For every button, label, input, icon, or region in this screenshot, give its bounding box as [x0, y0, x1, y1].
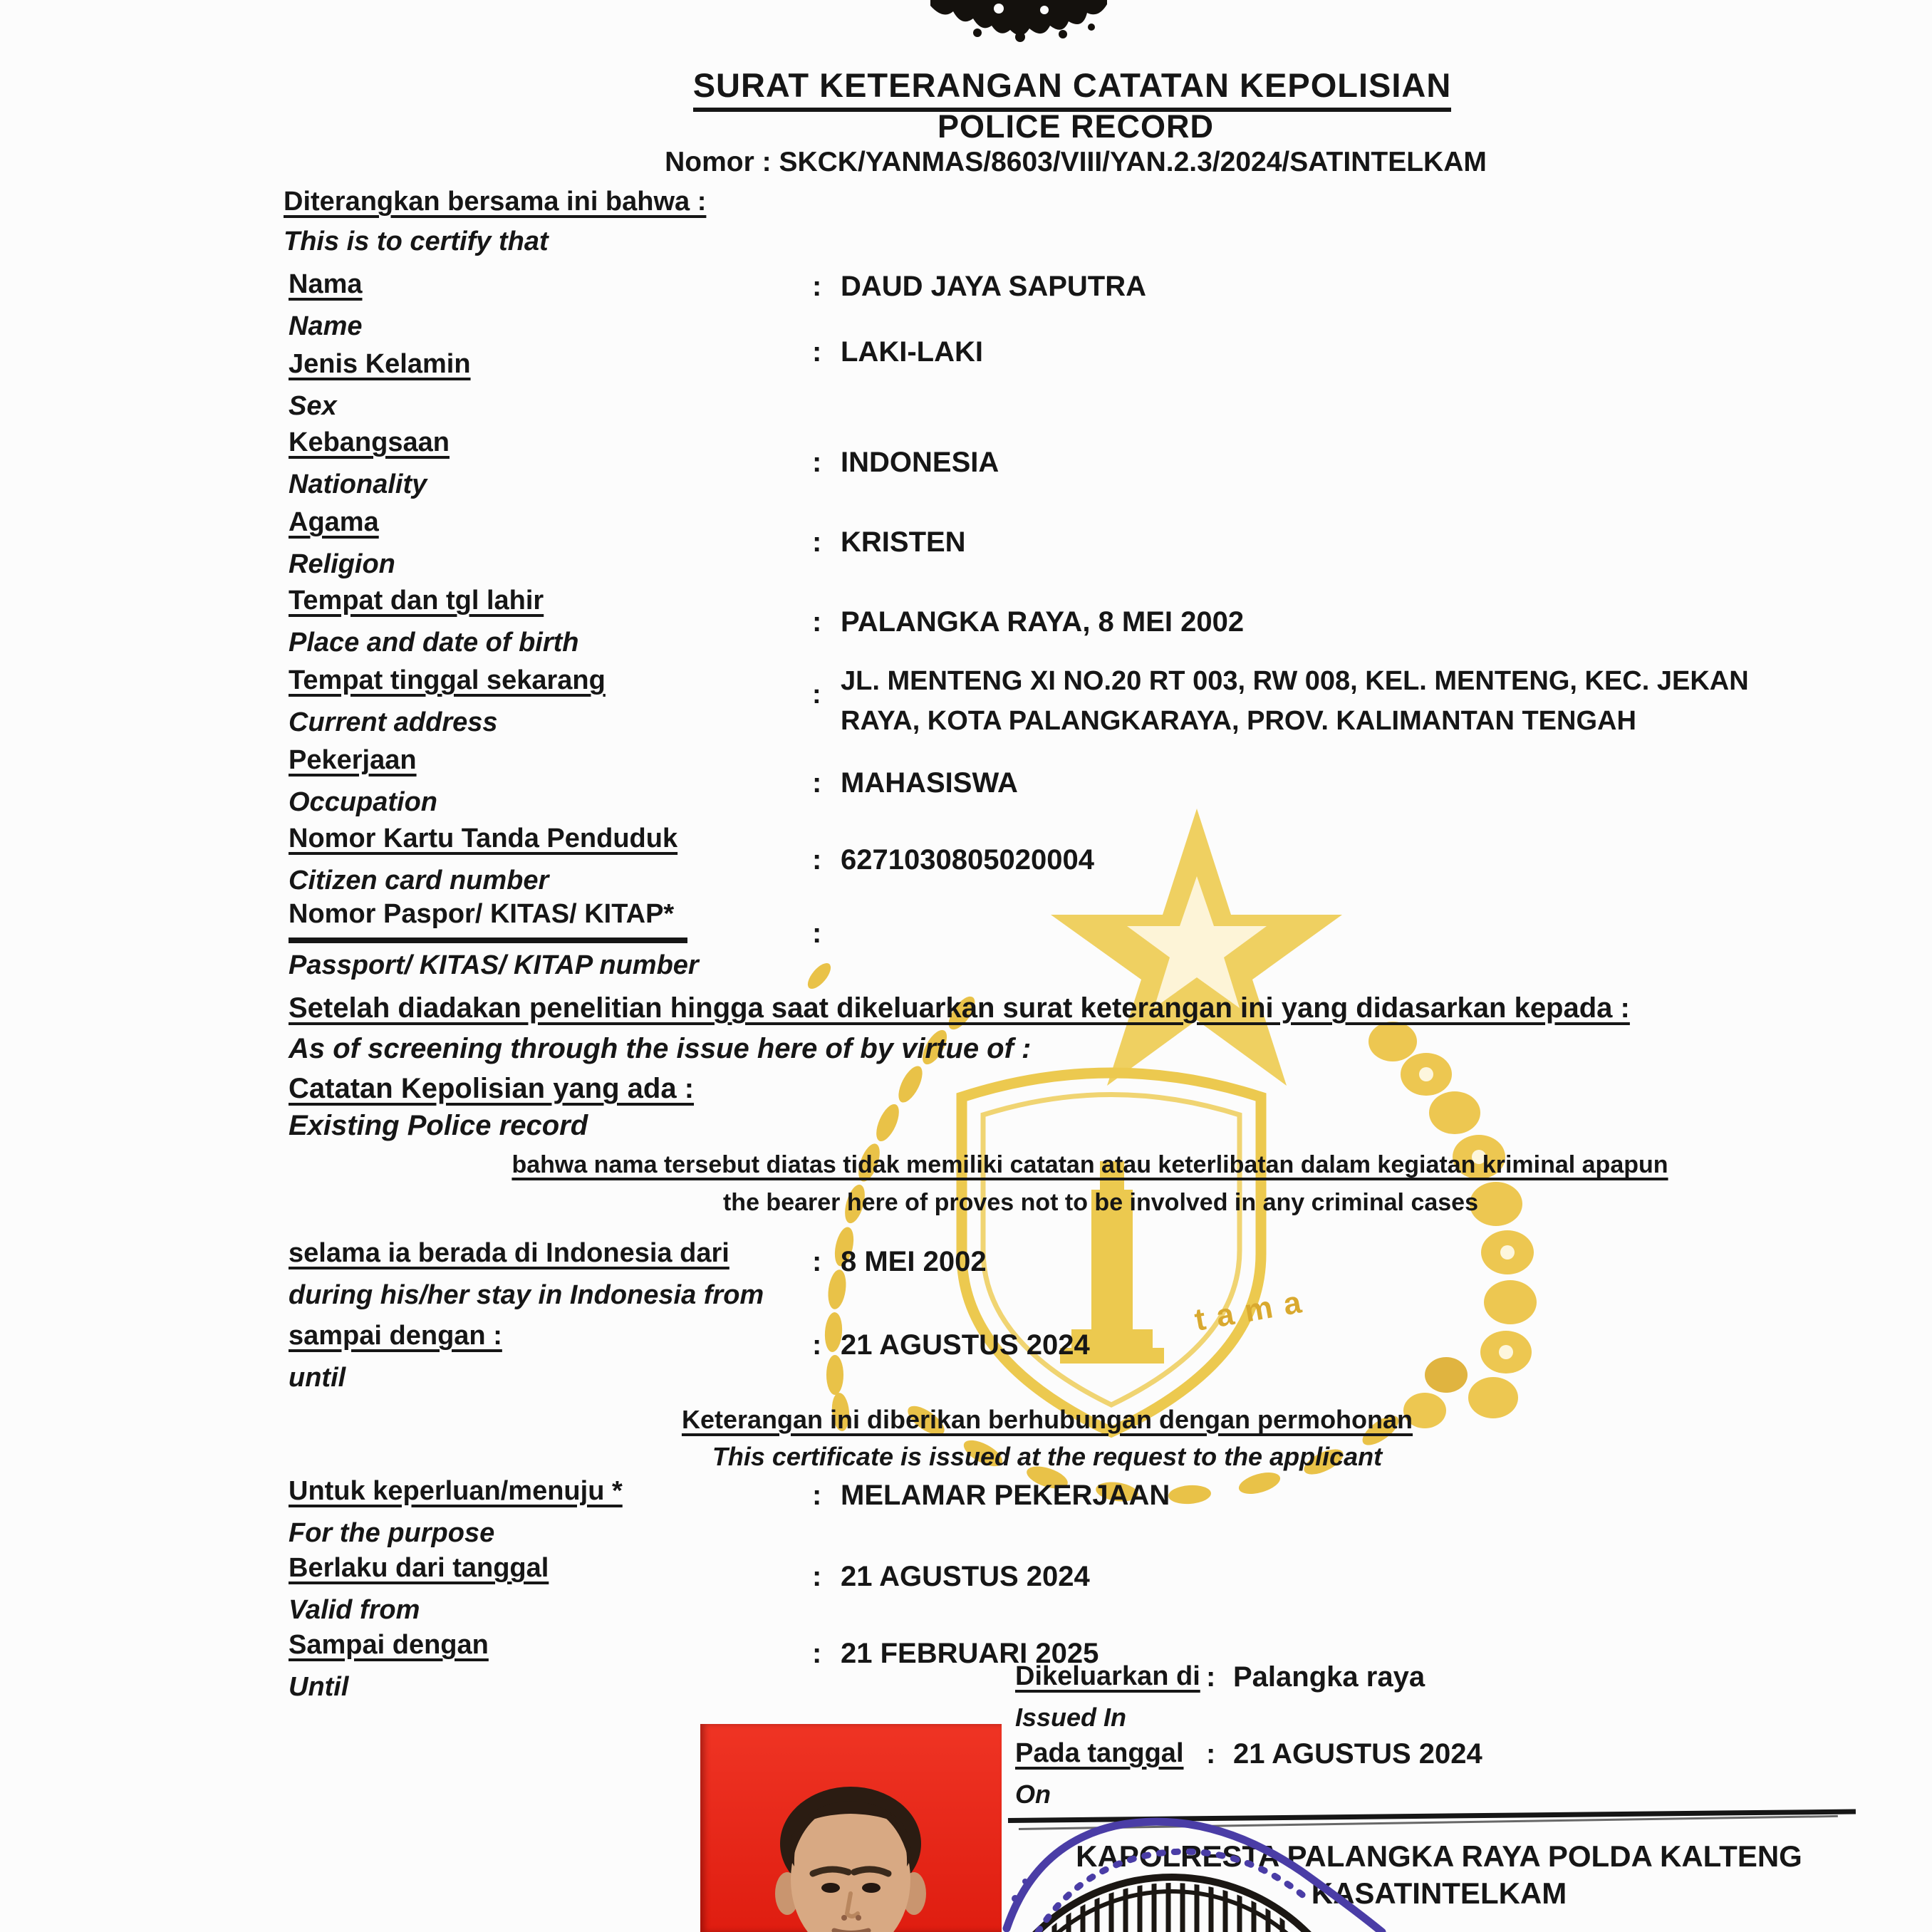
field-label-en: Until [289, 1672, 349, 1702]
colon: : [812, 1329, 822, 1361]
colon: : [812, 1561, 822, 1592]
field-ktp-value [812, 844, 1094, 876]
field-tempat-lahir-value [812, 606, 1244, 638]
colon: : [812, 336, 822, 368]
field-value-text: 21 AGUSTUS 2024 [841, 1561, 1090, 1592]
screening-line2-id: Catatan Kepolisian yang ada : [289, 1073, 695, 1104]
colon: : [812, 680, 821, 710]
field-valid-from-value [812, 1561, 1090, 1593]
field-label-id: Untuk keperluan/menuju * [289, 1476, 623, 1506]
colon: : [1206, 1738, 1216, 1770]
intro-line-id: Diterangkan bersama ini bahwa : [284, 187, 707, 217]
field-label-en: Citizen card number [289, 866, 549, 895]
screening-line2-en: Existing Police record [289, 1110, 588, 1141]
field-pekerjaan [289, 745, 437, 818]
clean-record-statement-id: bahwa nama tersebut diatas tidak memiliki catatan atau keterlibatan dalam kegiatan kriminal apapun [511, 1151, 1668, 1178]
field-value-text-line2: RAYA, KOTA PALANGKARAYA, PROV. KALIMANTAN TENGAH [841, 706, 1636, 736]
field-stay-from-value [812, 1246, 987, 1278]
field-value-text: DAUD JAYA SAPUTRA [841, 271, 1146, 302]
field-jenis-kelamin-value [812, 336, 983, 368]
field-value-text: 21 AGUSTUS 2024 [1233, 1738, 1482, 1770]
field-value-text: Palangka raya [1233, 1661, 1425, 1693]
issued-date-value [1206, 1738, 1482, 1770]
field-purpose-value [812, 1480, 1170, 1512]
field-label-id: Berlaku dari tanggal [289, 1553, 549, 1583]
field-stay-until-value [812, 1329, 1090, 1361]
document-number: Nomor : SKCK/YANMAS/8603/VIII/YAN.2.3/2024/SATINTELKAM [665, 147, 1487, 177]
field-label-id: Tempat dan tgl lahir [289, 586, 544, 616]
colon: : [812, 1246, 822, 1277]
field-label-en: Current address [289, 707, 498, 737]
field-value-text: PALANGKA RAYA, 8 MEI 2002 [841, 606, 1245, 638]
field-alamat-value [812, 661, 1749, 741]
field-valid-until [289, 1630, 489, 1703]
signature-office: KAPOLRESTA PALANGKA RAYA POLDA KALTENG [1076, 1839, 1802, 1873]
field-label-id: sampai dengan : [289, 1321, 502, 1351]
field-value-text: KRISTEN [841, 526, 966, 558]
colon: : [812, 447, 822, 478]
field-value-text: 6271030805020004 [841, 844, 1094, 876]
field-value-text: 8 MEI 2002 [841, 1246, 987, 1277]
field-valid-from [289, 1553, 549, 1626]
clean-record-statement-en: the bearer here of proves not to be involved in any criminal cases [722, 1189, 1478, 1216]
field-label-id: Nomor Paspor/ KITAS/ KITAP* [289, 899, 675, 929]
field-nama [289, 269, 363, 342]
official-stamp-icon [994, 1813, 1421, 1932]
field-agama [289, 507, 395, 580]
field-label-id: Sampai dengan [289, 1630, 489, 1660]
field-ktp [289, 824, 677, 896]
field-stay-from [289, 1238, 764, 1311]
field-label-en: Name [289, 311, 363, 341]
portrait-icon [700, 1724, 1002, 1932]
issued-date-label [1015, 1738, 1184, 1769]
field-label-en: For the purpose [289, 1518, 495, 1548]
field-value-text: 21 FEBRUARI 2025 [841, 1638, 1099, 1669]
field-kebangsaan-value [812, 447, 999, 479]
colon: : [812, 844, 822, 876]
field-label-id: Dikeluarkan di [1015, 1661, 1200, 1691]
applicant-photo [700, 1724, 1002, 1932]
field-label-id: Agama [289, 507, 379, 537]
issued-place-label [1015, 1661, 1200, 1692]
colon: : [812, 1480, 822, 1511]
field-label-id: Nomor Kartu Tanda Penduduk [289, 824, 678, 853]
field-value-text: 21 AGUSTUS 2024 [841, 1329, 1090, 1361]
intro-line-en: This is to certify that [284, 227, 549, 256]
field-label-en: Religion [289, 549, 395, 579]
field-label-id: Kebangsaan [289, 427, 450, 457]
screening-line1-en: As of screening through the issue here of by virtue of : [289, 1033, 1032, 1064]
field-label-en: during his/her stay in Indonesia from [289, 1280, 764, 1310]
issuance-note-id: Keterangan ini diberikan berhubungan dengan permohonan [681, 1405, 1413, 1434]
field-nama-value [812, 271, 1146, 303]
field-value-text: LAKI-LAKI [841, 336, 983, 368]
issued-place-label-en: Issued In [1015, 1703, 1127, 1732]
field-label-id: Pekerjaan [289, 745, 417, 775]
field-label-en: Passport/ KITAS/ KITAP number [289, 950, 699, 980]
colon: : [1206, 1661, 1216, 1693]
field-stay-until [289, 1321, 502, 1393]
colon: : [812, 271, 822, 302]
colon: : [812, 526, 822, 558]
colon: : [812, 1638, 822, 1669]
field-label-id: Tempat tinggal sekarang [289, 665, 606, 695]
field-label-en: Sex [289, 391, 337, 421]
field-agama-value [812, 526, 966, 559]
field-value-text: MAHASISWA [841, 767, 1018, 799]
field-value-text: INDONESIA [841, 447, 999, 478]
field-value-text: MELAMAR PEKERJAAN [841, 1480, 1170, 1511]
issued-date-label-en: On [1015, 1780, 1051, 1809]
issued-place-value [1206, 1661, 1425, 1693]
field-tempat-lahir [289, 586, 579, 658]
field-purpose [289, 1476, 623, 1549]
screening-line1-id: Setelah diadakan penelitian hingga saat dikeluarkan surat keterangan ini yang didasarkan kepada : [289, 992, 1630, 1024]
field-label-en: Nationality [289, 469, 427, 499]
field-kebangsaan [289, 427, 450, 500]
watermark-motto-text: tama [1192, 1282, 1315, 1338]
field-label-id: Jenis Kelamin [289, 349, 471, 379]
field-paspor-value [812, 918, 841, 950]
signature-title: KASATINTELKAM [1311, 1876, 1567, 1910]
field-label-en: Place and date of birth [289, 628, 579, 658]
field-alamat [289, 665, 606, 738]
field-pekerjaan-value [812, 767, 1018, 799]
document-title: SURAT KETERANGAN CATATAN KEPOLISIAN [693, 66, 1452, 112]
colon: : [812, 918, 822, 949]
field-label-en: Occupation [289, 787, 438, 817]
field-label-id: Nama [289, 269, 363, 299]
field-label-en: Valid from [289, 1595, 420, 1625]
field-label-id: selama ia berada di Indonesia dari [289, 1238, 729, 1268]
field-jenis-kelamin [289, 349, 471, 422]
field-label-en: until [289, 1363, 346, 1393]
paspor-underline-rule [289, 938, 687, 943]
issuance-note-en: This certificate is issued at the request to the applicant [712, 1442, 1383, 1471]
colon: : [812, 606, 822, 638]
field-value-text: JL. MENTENG XI NO.20 RT 003, RW 008, KEL. MENTENG, KEC. JEKAN [841, 666, 1749, 696]
document-subtitle: POLICE RECORD [937, 108, 1215, 145]
field-paspor [289, 899, 674, 930]
field-label-id: Pada tanggal [1015, 1738, 1184, 1768]
colon: : [812, 767, 822, 799]
